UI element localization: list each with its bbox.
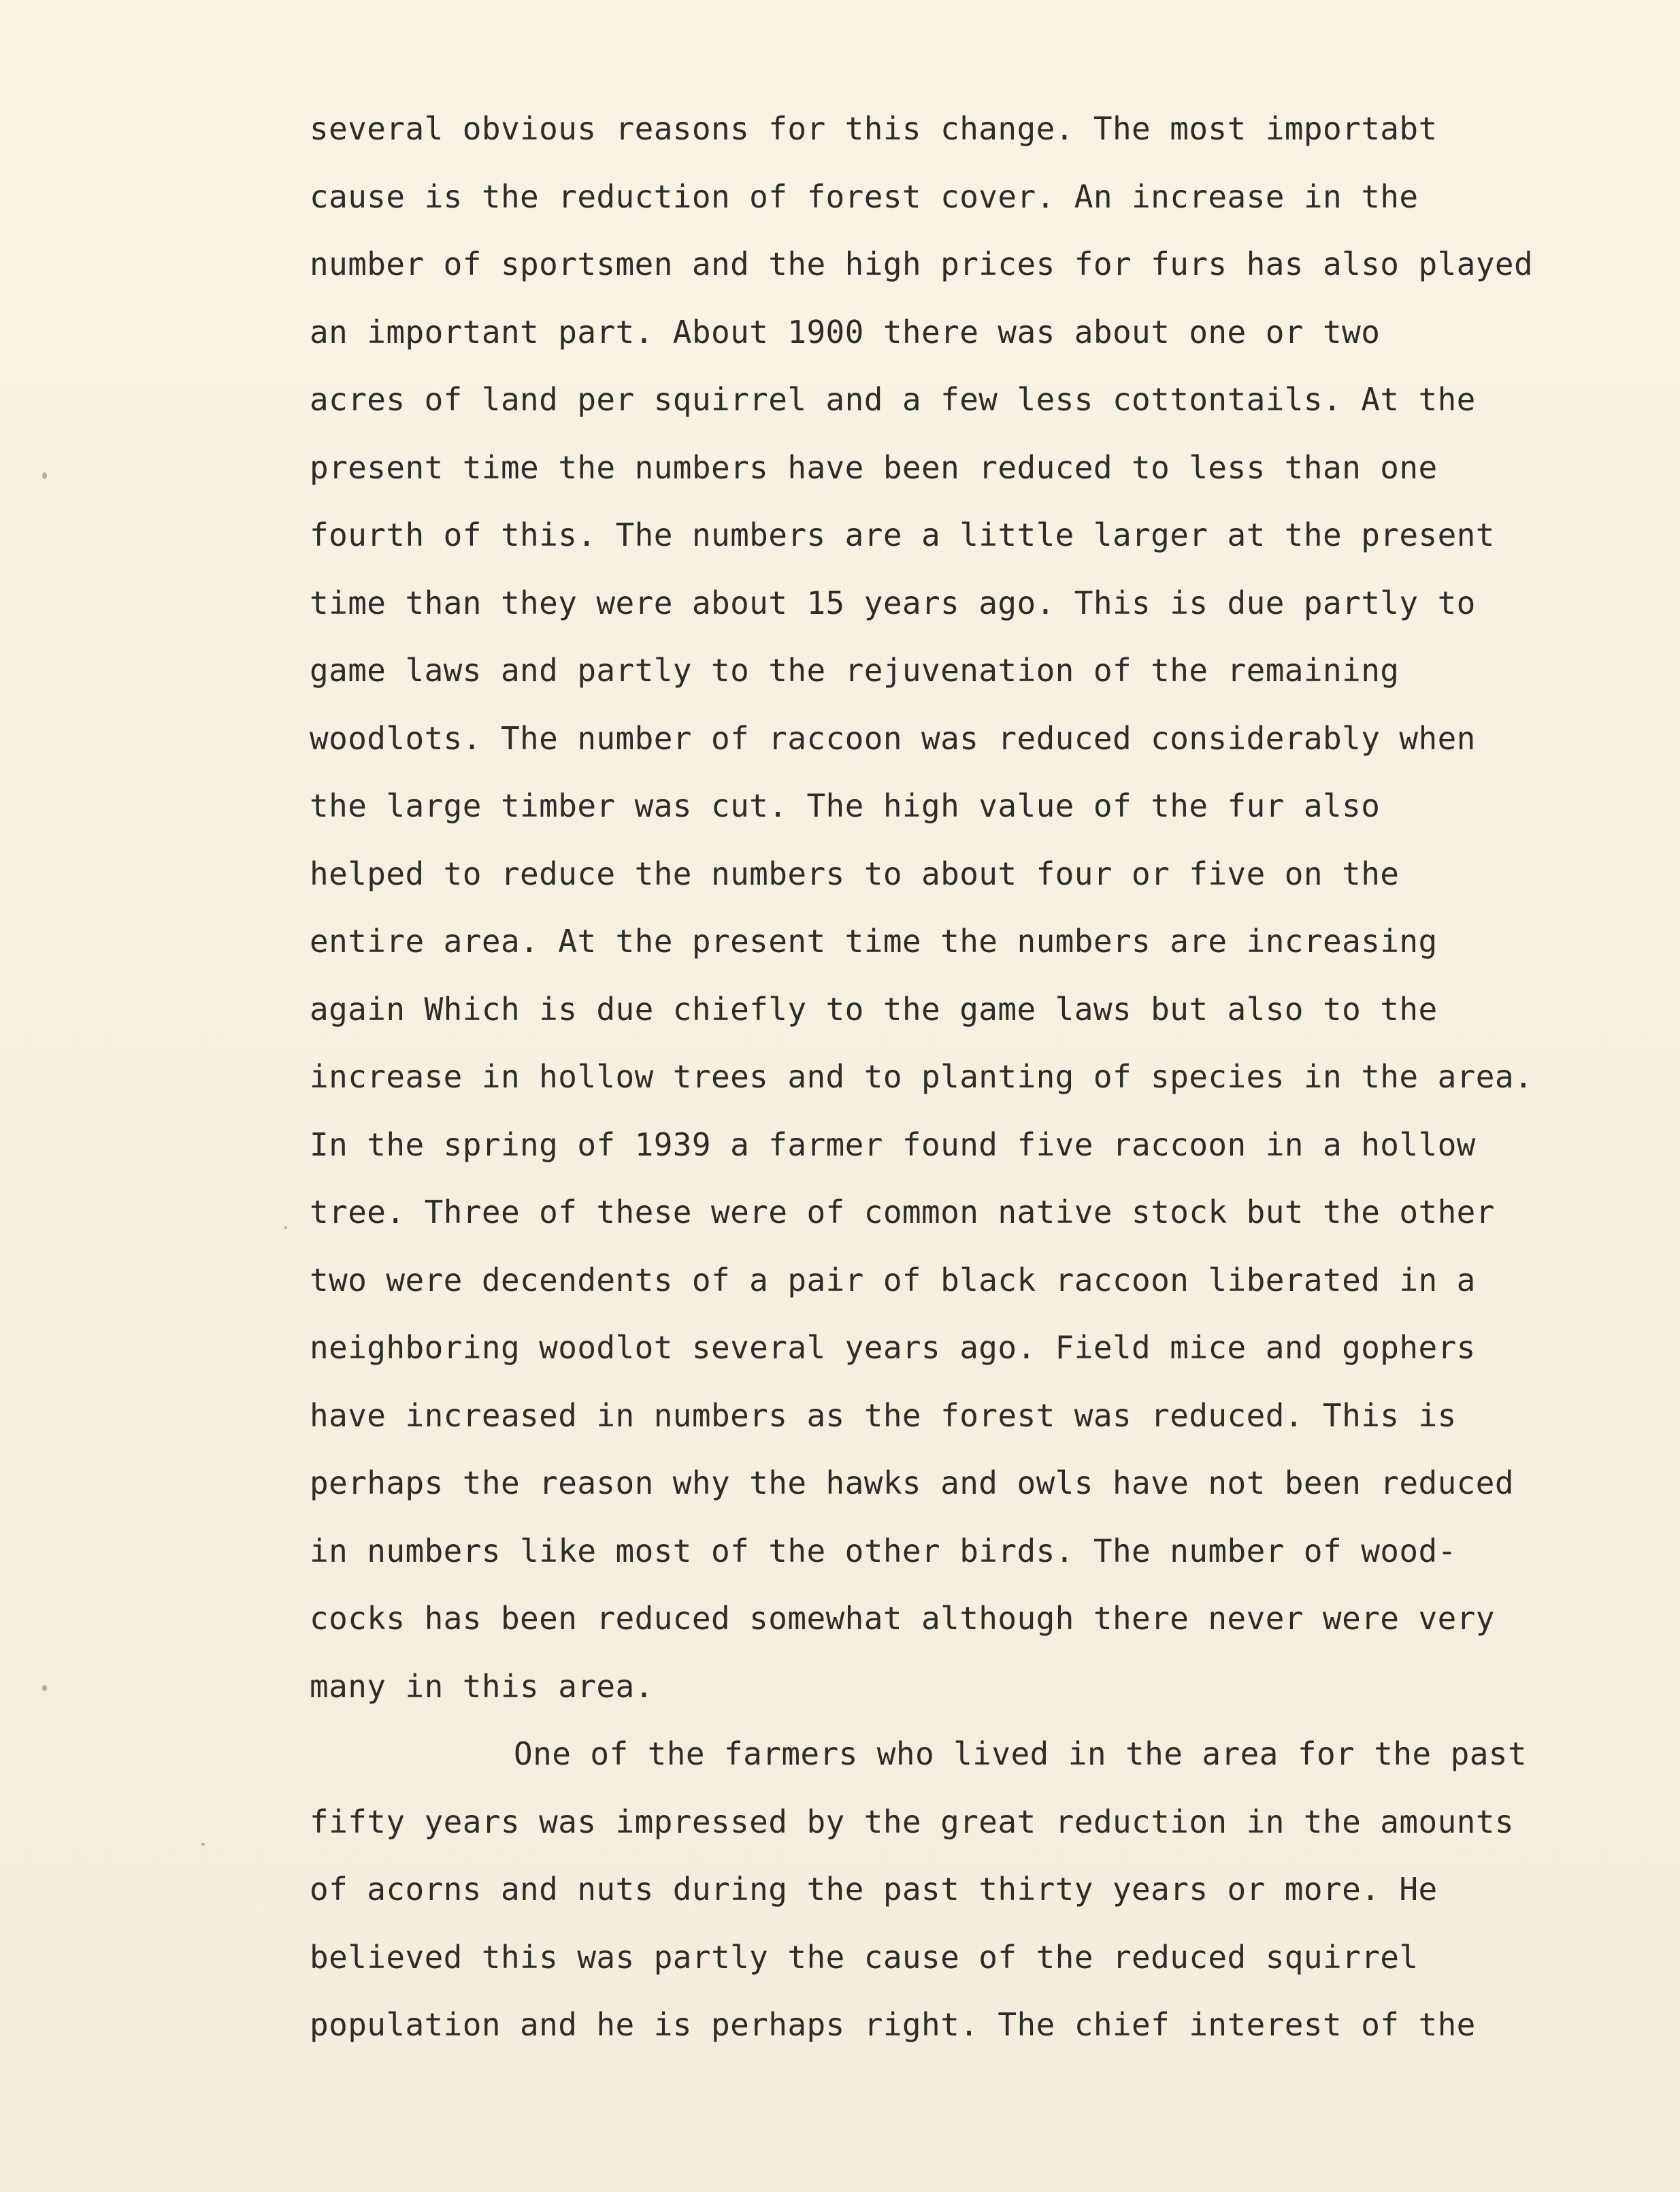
- typed-text-body: [310, 95, 1643, 2059]
- text-line: the large timber was cut. The high value of the fur also: [310, 787, 1381, 824]
- paper-speck: [201, 1843, 205, 1846]
- text-line: of acorns and nuts during the past thirty years or more. He: [310, 1871, 1438, 1908]
- text-line: neighboring woodlot several years ago. Field mice and gophers: [310, 1329, 1476, 1366]
- text-line: increase in hollow trees and to planting of species in the area.: [310, 1058, 1534, 1095]
- text-line: again Which is due chiefly to the game laws but also to the: [310, 990, 1438, 1028]
- text-line: in numbers like most of the other birds. The number of wood-: [310, 1532, 1457, 1569]
- text-line: game laws and partly to the rejuvenation of the remaining: [310, 652, 1400, 689]
- text-line: cause is the reduction of forest cover. An increase in the: [310, 178, 1419, 215]
- text-line: believed this was partly the cause of the reduced squirrel: [310, 1938, 1419, 1976]
- text-line: have increased in numbers as the forest was reduced. This is: [310, 1396, 1457, 1434]
- paper-speck: [42, 472, 47, 479]
- paper-speck: [42, 1685, 47, 1691]
- text-line: fifty years was impressed by the great reduction in the amounts: [310, 1803, 1514, 1840]
- text-line: present time the numbers have been reduced to less than one: [310, 448, 1438, 486]
- text-line: helped to reduce the numbers to about four or five on the: [310, 855, 1400, 892]
- text-line: In the spring of 1939 a farmer found five raccoon in a hollow: [310, 1126, 1476, 1163]
- paragraph-start-line: One of the farmers who lived in the area for the past: [514, 1735, 1527, 1772]
- text-line: fourth of this. The numbers are a little larger at the present: [310, 517, 1495, 553]
- paper-speck: [284, 1226, 287, 1229]
- text-line: an important part. About 1900 there was about one or two: [310, 313, 1381, 350]
- text-line: tree. Three of these were of common native stock but the other: [310, 1194, 1495, 1230]
- text-line: woodlots. The number of raccoon was reduced considerably when: [310, 719, 1476, 757]
- text-line: acres of land per squirrel and a few less cottontails. At the: [310, 381, 1476, 418]
- text-line: two were decendents of a pair of black raccoon liberated in a: [310, 1261, 1476, 1298]
- text-line: cocks has been reduced somewhat although there never were very: [310, 1600, 1495, 1637]
- text-line: time than they were about 15 years ago. This is due partly to: [310, 584, 1476, 621]
- text-line: entire area. At the present time the numbers are increasing: [310, 923, 1438, 960]
- text-line: many in this area.: [310, 1667, 654, 1705]
- text-line: number of sportsmen and the high prices for furs has also played: [310, 246, 1534, 282]
- text-line: population and he is perhaps right. The chief interest of the: [310, 2006, 1476, 2043]
- text-line: perhaps the reason why the hawks and owls have not been reduced: [310, 1465, 1514, 1501]
- text-line: several obvious reasons for this change. The most importabt: [310, 110, 1438, 147]
